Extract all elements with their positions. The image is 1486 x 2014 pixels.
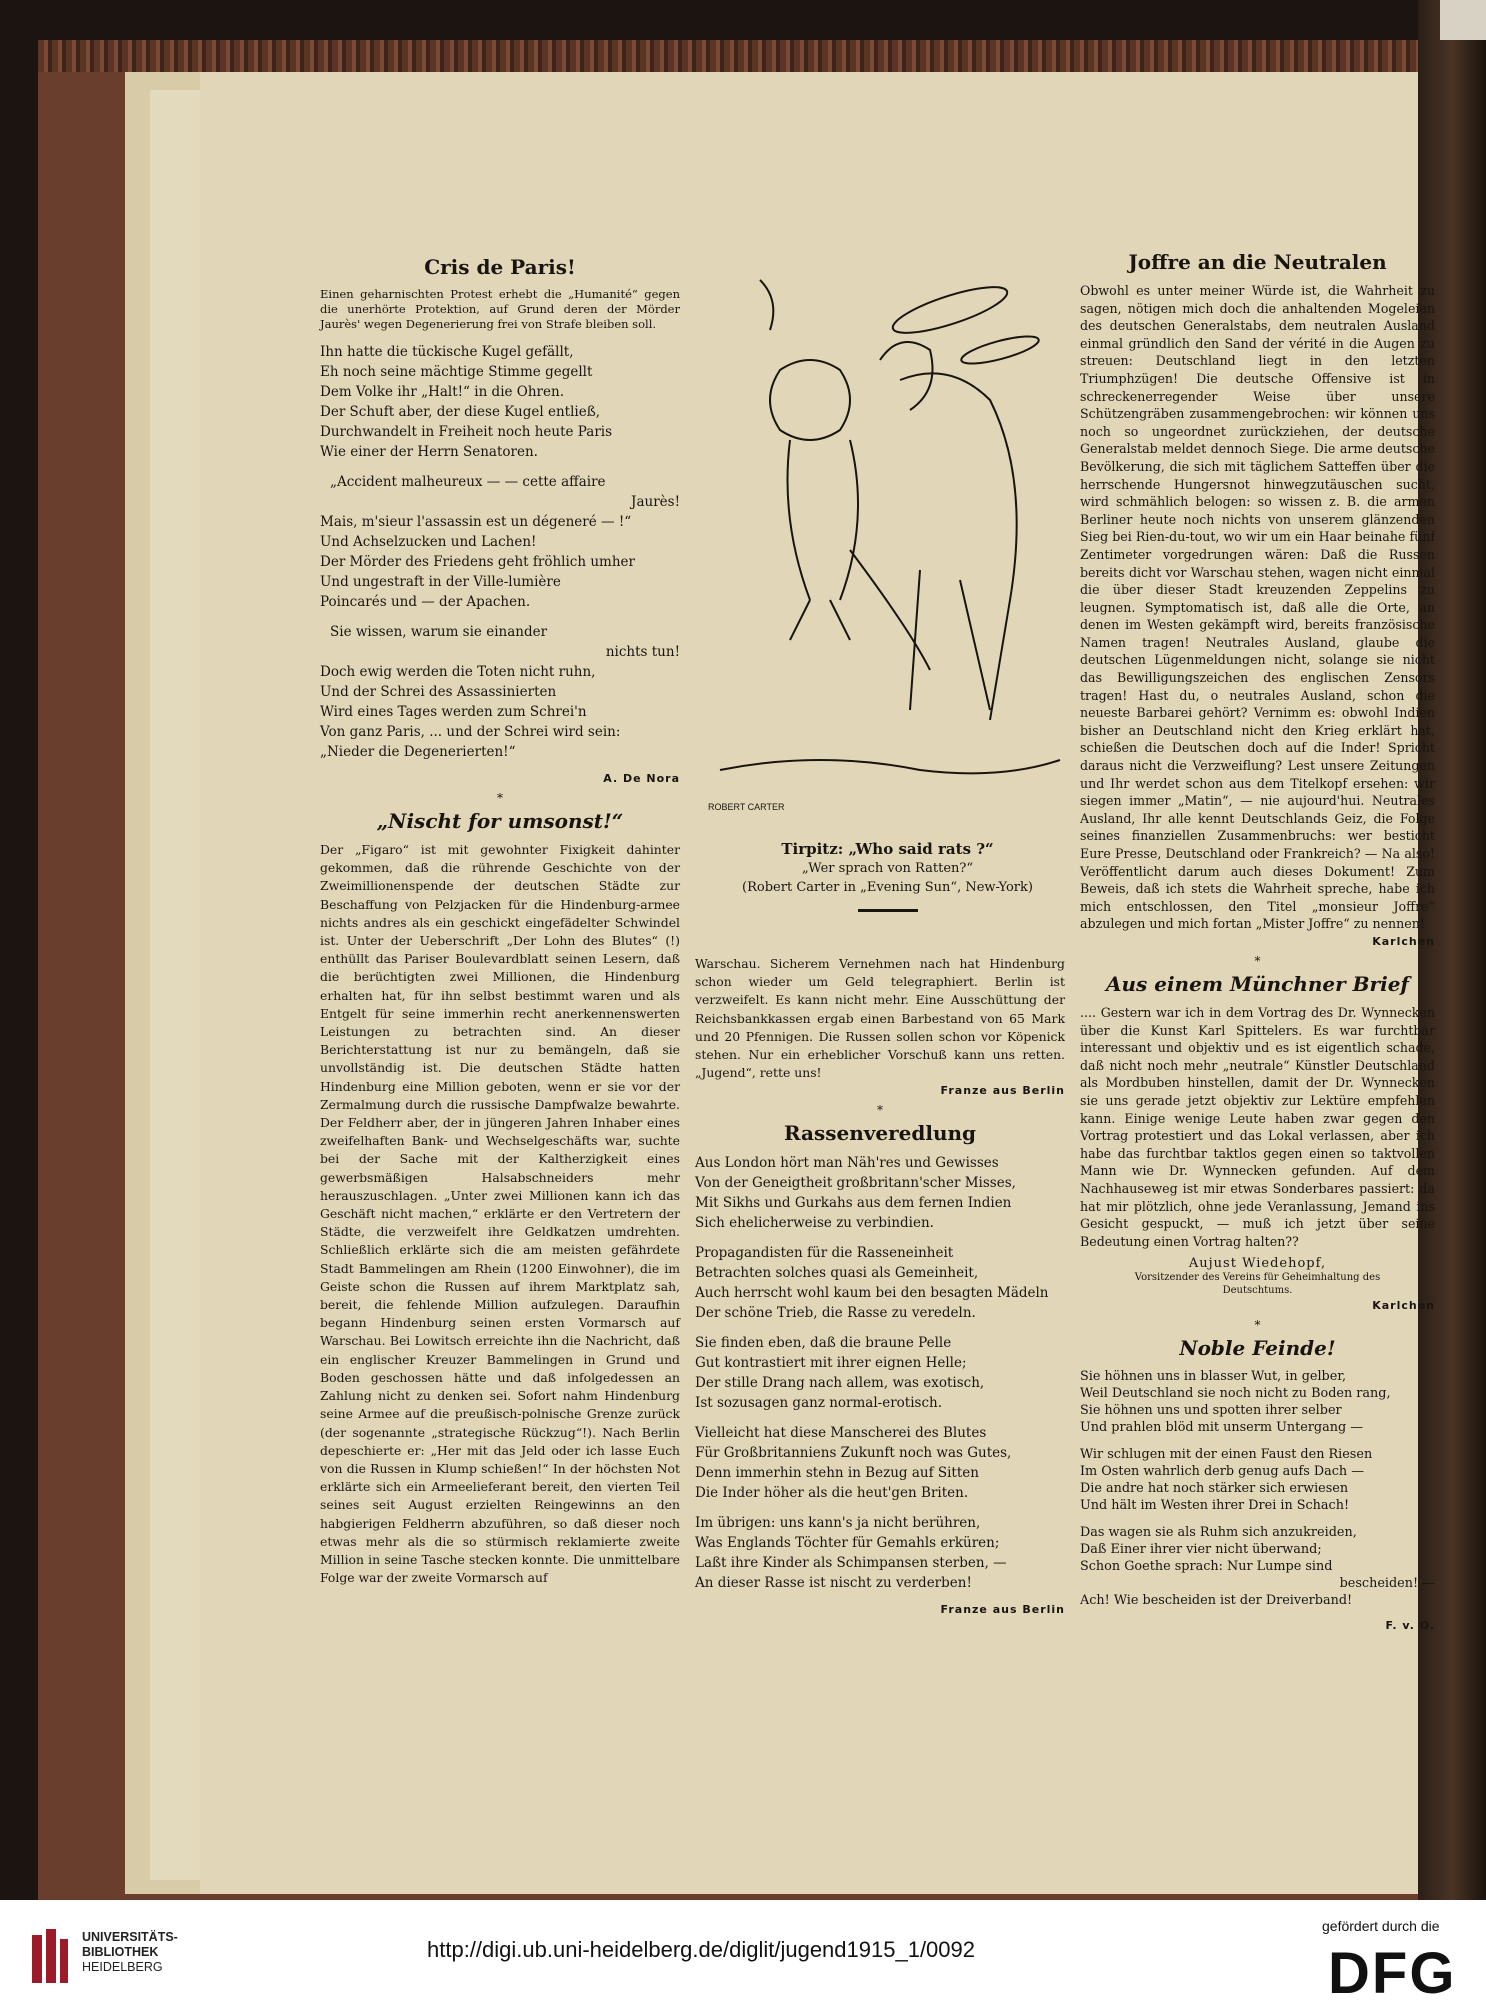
verse-line: Jaurès! xyxy=(631,494,680,510)
poem-stanza xyxy=(695,1333,1065,1413)
verse-line: Von ganz Paris, ... und der Schrei wird sein: xyxy=(320,724,621,740)
verse-line: Sich ehelicherweise zu verbindien. xyxy=(695,1215,934,1232)
caption-translation: „Wer sprach von Ratten?“ xyxy=(802,861,973,876)
verse-line: Poincarés und — der Apachen. xyxy=(320,594,531,610)
verse-line: Eh noch seine mächtige Stimme gegellt xyxy=(320,364,593,380)
verse-line: Und prahlen blöd mit unserm Untergang — xyxy=(1080,1420,1364,1436)
source-url-link[interactable]: http://digi.ub.uni-heidelberg.de/diglit/jugend1915_1/0092 xyxy=(427,1937,975,1962)
verse-line: „Accident malheureux — — cette affaire xyxy=(330,474,606,490)
poem-stanza xyxy=(320,472,680,612)
poem-stanza xyxy=(320,622,680,762)
separator-star: * xyxy=(877,1103,883,1118)
author-signature: Karlchen xyxy=(1372,934,1435,948)
verse-line: Ist sozusagen ganz normal-erotisch. xyxy=(695,1395,943,1412)
article-title: Aus einem Münchner Brief xyxy=(1105,971,1410,996)
article-intro: Einen geharnischten Protest erhebt die „Humanité“ gegen die unerhörte Protektion, auf Grund deren der Mörder Jaurès' wegen Degenerierung frei von Strafe bleiben soll. xyxy=(320,287,680,331)
article-title: Joffre an die Neutralen xyxy=(1128,250,1387,274)
poem-stanza xyxy=(695,1243,1065,1323)
verse-line: Und der Schrei des Assassinierten xyxy=(320,684,557,700)
verse-line: Aus London hört man Näh'res und Gewisses xyxy=(695,1155,999,1172)
verse-line: Gut kontrastiert mit ihrer eignen Helle; xyxy=(695,1355,967,1372)
verse-line: Sie finden eben, daß die braune Pelle xyxy=(695,1335,952,1352)
verse-line: Betrachten solches quasi als Gemeinheit, xyxy=(695,1265,979,1282)
verse-line: Sie höhnen uns in blasser Wut, in gelber, xyxy=(1080,1369,1347,1385)
verse-line: Der Mörder des Friedens geht fröhlich umher xyxy=(320,554,635,570)
author-signature: Franze aus Berlin xyxy=(940,1084,1065,1098)
article-body: Der „Figaro“ ist mit gewohnter Fixigkeit dahinter gekommen, daß die rührende Geschichte von der Zweimillionenspende der deutschen Städte zur Beschaffung von Pelzjacken für die Hindenburg-armee nichts andres als ein geschickt eingefädelter Schwindel ist. Unter der Ueberschrift „Der Lohn des Blutes“ (!) enthüllt das Pariser Boulevardblatt seinen Lesern, daß die berüchtigten zwei Millionen, die Hindenburg erhalten hat, für ihn selbst bestimmt waren und als Entgelt für seine immerhin recht anerkennenswerten Leistungen zu betrachten sind. An dieser Berichterstattung ist nur zu bemängeln, daß sie unvollständig ist. Die deutschen Städte hatten Hindenburg eine Million geboten, wenn er sie vor der Zermalmung durch die russische Dampfwalze bewahrte. Der Feldherr aber, der in jüngeren Jahren Inhaber eines zweifelhaften Bank- und Wechselgeschäfts war, suchte bei der Sache mit der Kaltherzigkeit eines gewerbsmäßigen Halsabschneiders mehr herauszuschlagen. „Unter zwei Millionen kann ich das Geschäft nicht machen,“ erklärte er den Vertretern der Städte, die verzweifelt ihre Geldkatzen umdrehten. Schließlich erklärte sich die am meisten gefährdete Stadt Bammelingen am Rhein (1200 Einwohner), die im Geiste schon die Russen auf ihrem Marktplatz sah, bereit, die fehlende Million aufzulegen. Daraufhin begann Hindenburg seinen ersten Vormarsch auf Warschau. Bei Lowitsch erreichte ihn die Nachricht, daß ein englischer Kreuzer Bammelingen in Grund und Boden geschossen hätte und daß infolgedessen an Zahlung nicht zu denken sei. Sofort nahm Hindenburg seine Armee auf die preußisch-polnische Grenze zurück (der sogenannte „strategische Rückzug“!). Nach Berlin depeschierte er: „Her mit das Jeld oder ich lasse Euch von die Russen in Klump schießen!“ In der höchsten Not erklärte sich ein Armeelieferant bereit, den vierten Teil seines seit August erzielten Reingewinns an den habgierigen Feldherrn abzuführen, so daß dieser noch etwas mehr als die so stürmisch reklamierte zweite Million in seine Tasche stecken konnte. Die unmittelbare Folge war der zweite Vormarsch auf xyxy=(320,842,680,1586)
caption-source: (Robert Carter in „Evening Sun“, New-York) xyxy=(742,880,1033,895)
verse-line: Von der Geneigtheit großbritann'scher Misses, xyxy=(695,1175,1016,1192)
letter-sender-title: Vorsitzender des Vereins für Geheimhaltung des Deutschtums. xyxy=(1134,1272,1381,1297)
cartoon-caption xyxy=(700,840,1075,912)
verse-line: Für Großbritanniens Zukunft noch was Gutes, xyxy=(695,1445,1012,1462)
verse-line: Die andre hat noch stärker sich erwiesen xyxy=(1080,1481,1349,1497)
lion-body-icon xyxy=(788,440,931,670)
verse-line: Das wagen sie als Ruhm sich anzukreiden, xyxy=(1080,1525,1357,1541)
verse-line: Laßt ihre Kinder als Schimpansen sterben, — xyxy=(695,1555,1007,1572)
lion-head-icon xyxy=(770,360,850,440)
separator-star: * xyxy=(497,791,503,805)
verse-line: Und hält im Westen ihrer Drei in Schach! xyxy=(1080,1498,1350,1514)
poem-stanza xyxy=(695,1513,1065,1593)
verse-line: Im Osten wahrlich derb genug aufs Dach — xyxy=(1080,1464,1364,1480)
verse-line: Der stille Drang nach allem, was exotisch, xyxy=(695,1375,985,1392)
verse-line: Die Inder höher als die heut'gen Briten. xyxy=(695,1485,969,1502)
article-title: „Nischt for umsonst!“ xyxy=(376,809,624,833)
zeppelin-icon xyxy=(889,278,1012,342)
verse-line: Im übrigen: uns kann's ja nicht berühren, xyxy=(695,1515,981,1532)
poem-stanza xyxy=(695,1153,1065,1233)
article-body: .... Gestern war ich in dem Vortrag des Dr. Wynnecken über die Kunst Karl Spittelers. Es war furchtbar interessant und objektiv und es ist eigentlich schade, daß nicht noch mehr „neutrale“ Künstler Deutschland als Mordbuben hinstellen, damit der Dr. Wynnecken sie uns gerade jetzt objektiv zur Lektüre empfehlen kann. Einige wenige Leute haben zwar gegen den Vortrag protestiert und das Lokal verlassen, aber ich habe das furchtbar taktlos gegen einen so taktvollen Mann wie Dr. Wynnecken gefunden. Auf dem Nachhauseweg ist mir etwas Sonderbares passiert: da hat mir plötzlich, ohne jede Veranlassung, Jemand ins Gesicht gespuckt, — muß ich jetzt über seine Bedeutung einen Vortrag halten?? xyxy=(1080,1004,1435,1249)
verse-line: Sie wissen, warum sie einander xyxy=(330,624,548,640)
verse-line: Doch ewig werden die Toten nicht ruhn, xyxy=(320,664,596,680)
university-logo-icon xyxy=(28,1925,72,1987)
verse-line: Propagandisten für die Rasseneinheit xyxy=(695,1245,954,1262)
page-corner xyxy=(1440,0,1486,40)
cartoon-signature: ROBERT CARTER xyxy=(708,802,785,812)
beard-icon xyxy=(880,342,933,410)
verse-line: Durchwandelt in Freiheit noch heute Paris xyxy=(320,424,613,440)
verse-line: Der Schuft aber, der diese Kugel entließ, xyxy=(320,404,600,420)
article-title: Cris de Paris! xyxy=(424,255,576,279)
letter-sender: Aujust Wiedehopf, xyxy=(1188,1256,1327,1272)
caption-main: Tirpitz: „Who said rats ?“ xyxy=(781,840,994,858)
separator-star: * xyxy=(1254,1318,1261,1333)
verse-line: Dem Volke ihr „Halt!“ in die Ohren. xyxy=(320,384,564,400)
funding-note: gefördert durch die xyxy=(1322,1918,1440,1934)
column-middle xyxy=(695,955,1065,1622)
verse-line: Was Englands Töchter für Gemahls erküren; xyxy=(695,1535,1000,1552)
author-signature: A. De Nora xyxy=(603,772,680,785)
verse-line: Ihn hatte die tückische Kugel gefällt, xyxy=(320,344,574,360)
water-icon xyxy=(720,760,1060,773)
library-name-line: BIBLIOTHEK xyxy=(82,1945,159,1959)
poem-stanza xyxy=(1080,1524,1435,1609)
verse-line: Schon Goethe sprach: Nur Lumpe sind xyxy=(1080,1559,1333,1575)
author-signature: F. v. O. xyxy=(1385,1619,1435,1633)
verse-line: Weil Deutschland sie noch nicht zu Boden rang, xyxy=(1080,1386,1391,1402)
verse-line: Der schöne Trieb, die Rasse zu veredeln. xyxy=(695,1305,976,1322)
verse-line: Mais, m'sieur l'assassin est un dégeneré — !“ xyxy=(320,514,632,530)
article-body-continued: Warschau. Sicherem Vernehmen nach hat Hindenburg schon wieder um Geld telegraphiert. Berlin ist verzweifelt. Es kann nicht mehr. Eine Ausschüttung der Reichsbankkassen ergab einen Barbestand von 65 Mark und 20 Pfennigen. Die Russen sollen schon vor Köpenick stehen. Nur ein erheblicher Vorschuß kann uns retten. „Jugend“, rette uns! xyxy=(695,956,1065,1081)
verse-line: Daß Einer ihrer vier nicht überwand; xyxy=(1080,1542,1322,1558)
zeppelin-icon xyxy=(959,331,1041,369)
verse-line: Wir schlugen mit der einen Faust den Riesen xyxy=(1080,1447,1373,1463)
cartoon-illustration xyxy=(700,250,1075,830)
article-title: Noble Feinde! xyxy=(1179,1336,1336,1361)
library-name-line: UNIVERSITÄTS- xyxy=(82,1930,178,1944)
verse-line: Sie höhnen uns und spotten ihrer selber xyxy=(1080,1403,1342,1419)
author-signature: Franze aus Berlin xyxy=(940,1603,1065,1617)
dfg-logo: DFG xyxy=(1328,1941,1457,2006)
verse-line: nichts tun! xyxy=(605,644,680,660)
verse-line: Wie einer der Herrn Senatoren. xyxy=(320,444,538,460)
author-signature: Karlchen xyxy=(1372,1299,1435,1313)
poem-stanza xyxy=(695,1423,1065,1503)
verse-line: bescheiden! — xyxy=(1339,1576,1435,1592)
verse-line: Und Achselzucken und Lachen! xyxy=(320,534,537,550)
verse-line: Auch herrscht wohl kaum bei den besagten Mädeln xyxy=(695,1285,1049,1302)
column-right xyxy=(1080,250,1435,1638)
verse-line: Vielleicht hat diese Manscherei des Blutes xyxy=(695,1425,987,1442)
tirpitz-figure-icon xyxy=(900,373,1017,720)
verse-line: Ach! Wie bescheiden ist der Dreiverband! xyxy=(1080,1593,1353,1609)
smoke-trail xyxy=(760,280,773,330)
verse-line: Mit Sikhs und Gurkahs aus dem fernen Indien xyxy=(695,1195,1012,1212)
poem-stanza xyxy=(1080,1446,1435,1514)
poem-stanza xyxy=(1080,1368,1435,1436)
verse-line: Denn immerhin stehn in Bezug auf Sitten xyxy=(695,1465,979,1482)
article-title: Rassenveredlung xyxy=(783,1121,977,1146)
verse-line: An dieser Rasse ist nischt zu verderben! xyxy=(695,1575,972,1592)
verse-line: Wird eines Tages werden zum Schrei'n xyxy=(320,704,587,720)
article-body: Obwohl es unter meiner Würde ist, die Wahrheit zu sagen, nötigen mich doch die anhaltenden Mogeleien des deutschen Generalstabs, dem neutralen Ausland einmal gründlich den Sand der vérité in die Augen zu streuen: Deutschland liegt in den letzten Triumphzügen! Die deutsche Offensive ist in schreckenerregender Weise über unsere Schützengräben zusammengebrochen: wir können uns noch so ungeordnet zurückziehen, der deutsche Generalstab meldet dennoch Siege. Die arme deutsche Bevölkerung, die sich mit täglichem Satteffen über die herrschende Hungersnot hinwegzutäuschen sucht, wird schmählich belogen: so wissen z. B. die armen Berliner heute noch nichts von unserem glänzenden Sieg bei Rien-du-tout, wo wir um ein Haar beinahe fünf Zentimeter vorgedrungen wären: Daß die Russen bereits dicht vor Warschau stehen, wagen nicht einmal die über dieser Stadt kreuzenden Zeppelins zu leugnen. Symptomatisch ist, daß alle die Orte, an denen im Westen gekämpft wird, bereits französische Namen tragen! Neutrales Ausland, glaube die deutschen Lügenmeldungen nicht, solange sie nicht das Bewilligungszeichen des englischen Zensors tragen! Hast du, o neutrales Ausland, schon die neueste Barbarei gehört? Vernimm es: obwohl Indien bisher an Deutschland nicht den Krieg erklärt hat, schießen die Deutschen doch auf die Inder! Spricht daraus nicht die Verzweiflung? Lest unsere Zeitungen und Ihr werdet schon aus dem Titelkopf ersehen: wir siegen immer „Matin“, — nie aujourd'hui. Neutrales Ausland, Ihr alle kennt Deutschlands Geiz, die Folge seines finanziellen Zusammenbruchs: wer besticht Eure Presse, Deutschland oder Frankreich? — Na also! Veröffentlicht darum auch dieses Dokument! Zum Beweis, daß ich stets die Wahrheit spreche, habe ich mich entschlossen, den Titel „monsieur Joffre“ abzulegen und mich fortan „Mister Joffre“ zu nennen! xyxy=(1080,283,1435,932)
poem-stanza xyxy=(320,342,680,462)
book-spine-edge xyxy=(38,40,1486,72)
divider-rule xyxy=(858,909,918,912)
separator-star: * xyxy=(1254,953,1261,968)
library-name-line: HEIDELBERG xyxy=(82,1960,163,1974)
verse-line: Und ungestraft in der Ville-lumière xyxy=(320,574,561,590)
column-left xyxy=(320,255,680,1587)
verse-line: „Nieder die Degenerierten!“ xyxy=(320,744,516,760)
library-name xyxy=(82,1930,178,1975)
